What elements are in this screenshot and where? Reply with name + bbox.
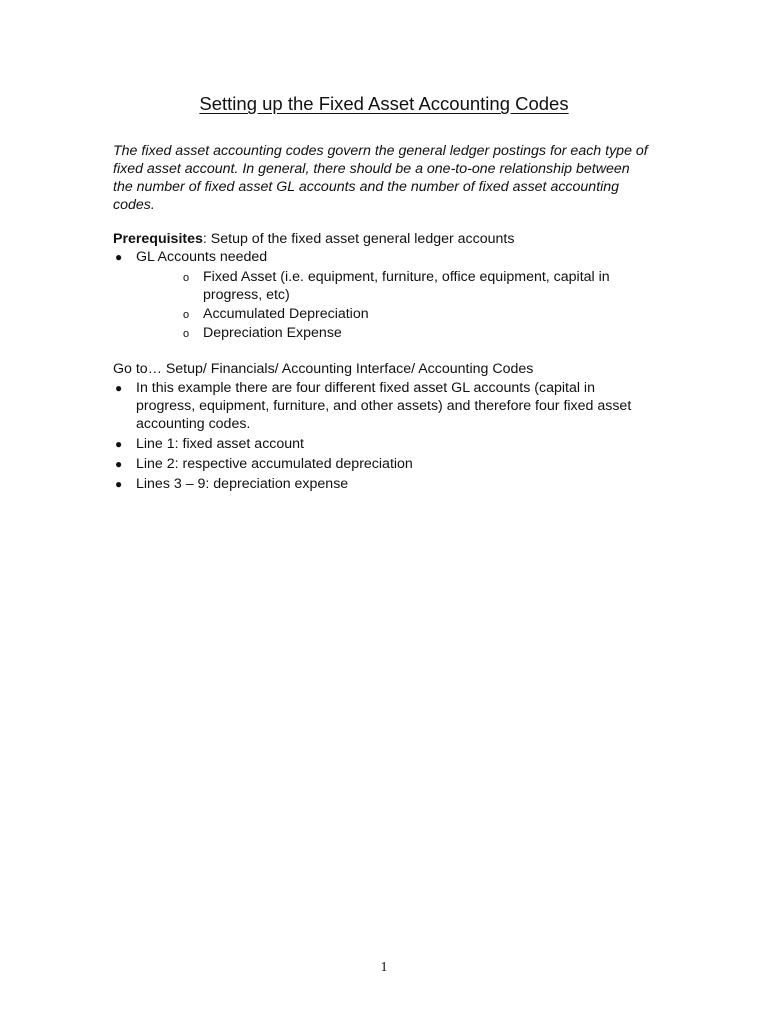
list-item-text: Line 1: fixed asset account (136, 436, 304, 452)
intro-paragraph: The fixed asset accounting codes govern the general ledger postings for each type of fixed asset account. In general, there should be a one-to-one relationship between the number of fixed asset GL accounts and the number of fixed asset accounting codes. (113, 143, 648, 213)
list-item-text: In this example there are four different fixed asset GL accounts (capital in progress, equipment, furniture, and other assets) and therefore four fixed asset accounting codes. (136, 380, 632, 432)
sub-list-item (183, 324, 653, 342)
gl-accounts-sublist (183, 268, 653, 343)
goto-list (113, 379, 658, 495)
sub-list-item-text: Fixed Asset (i.e. equipment, furniture, office equipment, capital in progress, etc) (203, 269, 610, 303)
prerequisites-list (113, 248, 658, 268)
circle-bullet-icon: o (183, 328, 190, 340)
bullet-icon: ● (115, 381, 123, 395)
list-item-text: Line 2: respective accumulated depreciation (136, 456, 413, 472)
list-item (113, 379, 658, 433)
sub-list-item (183, 268, 653, 304)
page-number: 1 (380, 960, 388, 975)
prerequisites-text: : Setup of the fixed asset general ledger accounts (202, 231, 515, 247)
list-item (113, 248, 658, 266)
list-item-text: GL Accounts needed (136, 249, 268, 265)
sub-list-item-text: Depreciation Expense (203, 325, 342, 341)
goto-navigation-path: Go to… Setup/ Financials/ Accounting Interface/ Accounting Codes (113, 361, 534, 377)
list-item-text: Lines 3 – 9: depreciation expense (136, 476, 349, 492)
circle-bullet-icon: o (183, 272, 190, 284)
bullet-icon: ● (115, 457, 123, 471)
circle-bullet-icon: o (183, 309, 190, 321)
prerequisites-label: Prerequisites (113, 231, 203, 247)
bullet-icon: ● (115, 477, 123, 491)
list-item (113, 455, 658, 473)
sub-list-item-text: Accumulated Depreciation (203, 306, 369, 322)
bullet-icon: ● (115, 437, 123, 451)
prerequisites-line (113, 230, 514, 248)
sub-list-item (183, 305, 653, 323)
page-title: Setting up the Fixed Asset Accounting Codes (199, 93, 569, 114)
bullet-icon: ● (115, 250, 123, 264)
list-item (113, 475, 658, 493)
list-item (113, 435, 658, 453)
